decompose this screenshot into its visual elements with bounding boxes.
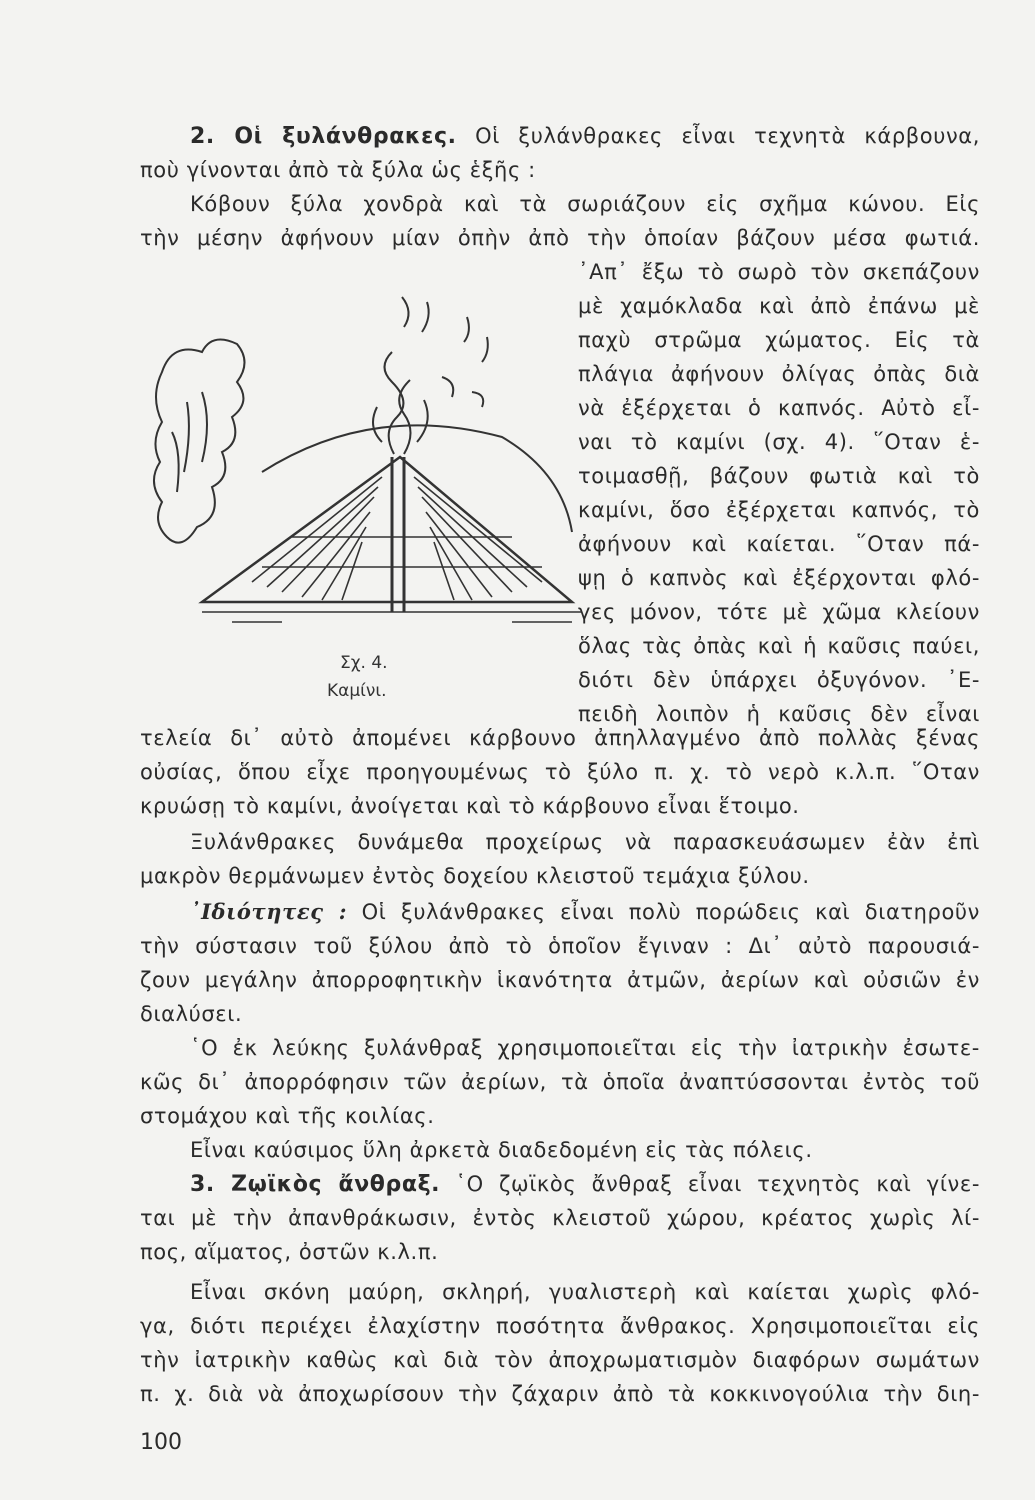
text-line: νὰ ἐξέρχεται ὁ καπνός. Αὐτὸ εἶ- [578, 396, 980, 420]
text-line: Εἶναι καύσιμος ὕλη ἀρκετὰ διαδεδομένη εἰς τὰς πόλεις. [190, 1138, 813, 1162]
text-line: διαλύσει. [140, 1002, 243, 1026]
text-line: ῾Ο ἐκ λεύκης ξυλάνθραξ χρησιμοποιεῖται εἰς τὴν ἰατρικὴν ἐσωτε- [190, 1036, 980, 1060]
text-line: Εἶναι σκόνη μαύρη, σκληρή, γυαλιστερὴ καὶ καίεται χωρὶς φλό- [190, 1280, 980, 1304]
properties-line [190, 898, 980, 926]
text-line: τὴν μέσην ἀφήνουν μίαν ὀπὴν ἀπὸ τὴν ὁποίαν βάζουν μέσα φωτιά. [140, 226, 980, 250]
text-line: στομάχου καὶ τῆς κοιλίας. [140, 1104, 435, 1128]
text-line: ται μὲ τὴν ἀπανθράκωσιν, ἐντὸς κλειστοῦ χώρου, κρέατος χωρὶς λί- [140, 1206, 980, 1230]
section-title: 2. Οἱ ξυλάνθρακες. [190, 124, 457, 149]
figure-label: Σχ. 4. [340, 653, 388, 673]
section-intro-text: ῾Ο ζῳϊκὸς ἄνθραξ εἶναι τεχνητὸς καὶ γίνε- [455, 1172, 981, 1196]
text-line: μακρὸν θερμάνωμεν ἐντὸς δοχείου κλειστοῦ τεμάχια ξύλου. [140, 864, 810, 888]
text-line: γα, διότι περιέχει ἐλαχίστην ποσότητα ἄνθρακος. Χρησιμοποιεῖται εἰς [140, 1314, 980, 1338]
text-line: γες μόνον, τότε μὲ χῶμα κλείουν [578, 600, 980, 624]
text-line: πλάγια ἀφήνουν ὀλίγας ὀπὰς διὰ [578, 362, 980, 386]
text-line: διότι δὲν ὑπάρχει ὀξυγόνον. ᾿Ε- [578, 668, 980, 692]
text-line: ποὺ γίνονται ἀπὸ τὰ ξύλα ὡς ἑξῆς : [140, 158, 536, 182]
figure-caption: Καμίνι. [327, 681, 387, 701]
properties-text: Οἱ ξυλάνθρακες εἶναι πολὺ πορώδεις καὶ διατηροῦν [361, 900, 981, 924]
text-line: Ξυλάνθρακες δυνάμεθα προχείρως νὰ παρασκευάσωμεν ἐὰν ἐπὶ [190, 830, 980, 854]
text-line: ψῃ ὁ καπνὸς καὶ ἐξέρχονται φλό- [578, 566, 980, 590]
text-line: μὲ χαμόκλαδα καὶ ἀπὸ ἐπάνω μὲ [578, 294, 980, 318]
text-line: ζουν μεγάλην ἀπορροφητικὴν ἱκανότητα ἀτμῶν, ἀερίων καὶ οὐσιῶν ἐν [140, 968, 980, 992]
text-line: τὴν ἰατρικὴν καθὼς καὶ διὰ τὸν ἀποχρωματισμὸν διαφόρων σωμάτων [140, 1348, 980, 1372]
text-line: κῶς δι᾿ ἀπορρόφησιν τῶν ἀερίων, τὰ ὁποῖα ἀναπτύσσονται ἐντὸς τοῦ [140, 1070, 980, 1094]
text-line: ᾿Απ᾿ ἔξω τὸ σωρὸ τὸν σκεπάζουν [578, 260, 980, 284]
page-number: 100 [140, 1430, 182, 1455]
text-line: ναι τὸ καμίνι (σχ. 4). ῞Οταν ἑ- [578, 430, 980, 454]
text-line: Κόβουν ξύλα χονδρὰ καὶ τὰ σωριάζουν εἰς σχῆμα κώνου. Εἰς [190, 192, 980, 216]
text-line: καμίνι, ὅσο ἐξέρχεται καπνός, τὸ [578, 498, 980, 522]
text-line: ὅλας τὰς ὀπὰς καὶ ἡ καῦσις παύει, [578, 634, 980, 658]
text-line: κρυώσῃ τὸ καμίνι, ἀνοίγεται καὶ τὸ κάρβουνο εἶναι ἕτοιμο. [140, 794, 800, 818]
properties-label: ᾿Ιδιότητες : [190, 899, 348, 924]
section-intro-text: Οἱ ξυλάνθρακες εἶναι τεχνητὰ κάρβουνα, [475, 124, 981, 148]
text-line: τοιμασθῇ, βάζουν φωτιὰ καὶ τὸ [578, 464, 980, 488]
section-title: 3. Ζῳϊκὸς ἄνθραξ. [190, 1172, 441, 1197]
section-heading-line [190, 122, 980, 151]
text-line: π. χ. διὰ νὰ ἀποχωρίσουν τὴν ζάχαριν ἀπὸ τὰ κοκκινογούλια τὴν διη- [140, 1382, 980, 1406]
text-line: ἀφήνουν καὶ καίεται. ῞Οταν πά- [578, 532, 980, 556]
text-line: πειδὴ λοιπὸν ἡ καῦσις δὲν εἶναι [578, 702, 980, 726]
text-line: παχὺ στρῶμα χώματος. Εἰς τὰ [578, 328, 980, 352]
text-line: τὴν σύστασιν τοῦ ξύλου ἀπὸ τὸ ὁποῖον ἔγιναν : Δι᾿ αὐτὸ παρουσιά- [140, 934, 980, 958]
section-heading-line [190, 1170, 980, 1199]
text-line: οὐσίας, ὅπου εἶχε προηγουμένως τὸ ξύλο π. χ. τὸ νερὸ κ.λ.π. ῞Οταν [140, 760, 980, 784]
kiln-illustration [142, 282, 582, 647]
text-line: τελεία δι᾿ αὐτὸ ἀπομένει κάρβουνο ἀπηλλαγμένο ἀπὸ πολλὰς ξένας [140, 726, 980, 750]
text-line: πος, αἵματος, ὀστῶν κ.λ.π. [140, 1240, 439, 1264]
